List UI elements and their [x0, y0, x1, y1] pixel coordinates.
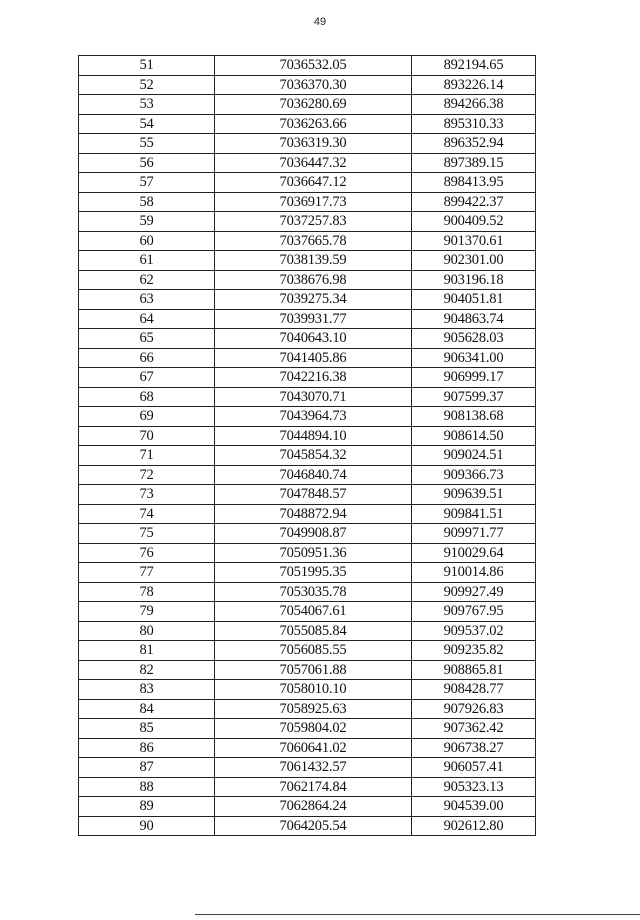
x-coordinate-cell: 7042216.38 — [215, 368, 412, 388]
y-coordinate-cell: 910029.64 — [412, 543, 536, 563]
x-coordinate-cell: 7036263.66 — [215, 114, 412, 134]
point-number-cell: 87 — [79, 758, 215, 778]
x-coordinate-cell: 7055085.84 — [215, 621, 412, 641]
point-number-cell: 88 — [79, 777, 215, 797]
y-coordinate-cell: 904539.00 — [412, 797, 536, 817]
table-row — [79, 699, 536, 719]
y-coordinate-cell: 906057.41 — [412, 758, 536, 778]
point-number-cell: 66 — [79, 348, 215, 368]
table-row — [79, 114, 536, 134]
page-number: 49 — [313, 16, 327, 28]
y-coordinate-cell: 909639.51 — [412, 485, 536, 505]
point-number-cell: 67 — [79, 368, 215, 388]
y-coordinate-cell: 896352.94 — [412, 134, 536, 154]
point-number-cell: 71 — [79, 446, 215, 466]
y-coordinate-cell: 909024.51 — [412, 446, 536, 466]
table-row — [79, 504, 536, 524]
y-coordinate-cell: 906341.00 — [412, 348, 536, 368]
table-row — [79, 582, 536, 602]
x-coordinate-cell: 7058925.63 — [215, 699, 412, 719]
x-coordinate-cell: 7062174.84 — [215, 777, 412, 797]
y-coordinate-cell: 907926.83 — [412, 699, 536, 719]
point-number-cell: 68 — [79, 387, 215, 407]
x-coordinate-cell: 7036280.69 — [215, 95, 412, 115]
x-coordinate-cell: 7060641.02 — [215, 738, 412, 758]
table-row — [79, 446, 536, 466]
table-row — [79, 251, 536, 271]
table-row — [79, 719, 536, 739]
point-number-cell: 89 — [79, 797, 215, 817]
point-number-cell: 53 — [79, 95, 215, 115]
table-row — [79, 407, 536, 427]
y-coordinate-cell: 909971.77 — [412, 524, 536, 544]
point-number-cell: 60 — [79, 231, 215, 251]
table-row — [79, 212, 536, 232]
x-coordinate-cell: 7036447.32 — [215, 153, 412, 173]
point-number-cell: 74 — [79, 504, 215, 524]
point-number-cell: 85 — [79, 719, 215, 739]
x-coordinate-cell: 7047848.57 — [215, 485, 412, 505]
point-number-cell: 75 — [79, 524, 215, 544]
table-row — [79, 816, 536, 836]
point-number-cell: 57 — [79, 173, 215, 193]
x-coordinate-cell: 7048872.94 — [215, 504, 412, 524]
footer-rule — [195, 914, 640, 915]
table-row — [79, 153, 536, 173]
y-coordinate-cell: 909767.95 — [412, 602, 536, 622]
x-coordinate-cell: 7054067.61 — [215, 602, 412, 622]
y-coordinate-cell: 908138.68 — [412, 407, 536, 427]
table-row — [79, 758, 536, 778]
x-coordinate-cell: 7059804.02 — [215, 719, 412, 739]
x-coordinate-cell: 7036532.05 — [215, 56, 412, 76]
x-coordinate-cell: 7056085.55 — [215, 641, 412, 661]
table-row — [79, 173, 536, 193]
y-coordinate-cell: 906999.17 — [412, 368, 536, 388]
table-row — [79, 680, 536, 700]
y-coordinate-cell: 903196.18 — [412, 270, 536, 290]
x-coordinate-cell: 7045854.32 — [215, 446, 412, 466]
point-number-cell: 64 — [79, 309, 215, 329]
point-number-cell: 54 — [79, 114, 215, 134]
y-coordinate-cell: 904863.74 — [412, 309, 536, 329]
table-row — [79, 485, 536, 505]
table-row — [79, 621, 536, 641]
table-row — [79, 524, 536, 544]
y-coordinate-cell: 900409.52 — [412, 212, 536, 232]
table-row — [79, 563, 536, 583]
table-row — [79, 465, 536, 485]
point-number-cell: 52 — [79, 75, 215, 95]
x-coordinate-cell: 7051995.35 — [215, 563, 412, 583]
point-number-cell: 59 — [79, 212, 215, 232]
y-coordinate-cell: 907362.42 — [412, 719, 536, 739]
table-row — [79, 797, 536, 817]
x-coordinate-cell: 7062864.24 — [215, 797, 412, 817]
y-coordinate-cell: 909537.02 — [412, 621, 536, 641]
x-coordinate-cell: 7053035.78 — [215, 582, 412, 602]
x-coordinate-cell: 7046840.74 — [215, 465, 412, 485]
y-coordinate-cell: 907599.37 — [412, 387, 536, 407]
table-row — [79, 75, 536, 95]
point-number-cell: 70 — [79, 426, 215, 446]
y-coordinate-cell: 898413.95 — [412, 173, 536, 193]
y-coordinate-cell: 893226.14 — [412, 75, 536, 95]
point-number-cell: 82 — [79, 660, 215, 680]
x-coordinate-cell: 7058010.10 — [215, 680, 412, 700]
point-number-cell: 56 — [79, 153, 215, 173]
x-coordinate-cell: 7038676.98 — [215, 270, 412, 290]
y-coordinate-cell: 909235.82 — [412, 641, 536, 661]
y-coordinate-cell: 899422.37 — [412, 192, 536, 212]
point-number-cell: 80 — [79, 621, 215, 641]
x-coordinate-cell: 7039275.34 — [215, 290, 412, 310]
point-number-cell: 63 — [79, 290, 215, 310]
table-row — [79, 660, 536, 680]
point-number-cell: 79 — [79, 602, 215, 622]
x-coordinate-cell: 7036370.30 — [215, 75, 412, 95]
table-row — [79, 134, 536, 154]
table-body — [79, 56, 536, 836]
x-coordinate-cell: 7044894.10 — [215, 426, 412, 446]
y-coordinate-cell: 905323.13 — [412, 777, 536, 797]
x-coordinate-cell: 7038139.59 — [215, 251, 412, 271]
y-coordinate-cell: 902301.00 — [412, 251, 536, 271]
x-coordinate-cell: 7064205.54 — [215, 816, 412, 836]
x-coordinate-cell: 7050951.36 — [215, 543, 412, 563]
y-coordinate-cell: 909841.51 — [412, 504, 536, 524]
table-row — [79, 602, 536, 622]
x-coordinate-cell: 7036647.12 — [215, 173, 412, 193]
point-number-cell: 51 — [79, 56, 215, 76]
coordinates-table — [78, 55, 536, 836]
point-number-cell: 76 — [79, 543, 215, 563]
y-coordinate-cell: 901370.61 — [412, 231, 536, 251]
y-coordinate-cell: 904051.81 — [412, 290, 536, 310]
x-coordinate-cell: 7057061.88 — [215, 660, 412, 680]
x-coordinate-cell: 7049908.87 — [215, 524, 412, 544]
x-coordinate-cell: 7061432.57 — [215, 758, 412, 778]
x-coordinate-cell: 7041405.86 — [215, 348, 412, 368]
table-row — [79, 348, 536, 368]
point-number-cell: 81 — [79, 641, 215, 661]
point-number-cell: 58 — [79, 192, 215, 212]
x-coordinate-cell: 7036319.30 — [215, 134, 412, 154]
point-number-cell: 84 — [79, 699, 215, 719]
table-row — [79, 387, 536, 407]
y-coordinate-cell: 906738.27 — [412, 738, 536, 758]
y-coordinate-cell: 908614.50 — [412, 426, 536, 446]
point-number-cell: 69 — [79, 407, 215, 427]
table-row — [79, 95, 536, 115]
y-coordinate-cell: 897389.15 — [412, 153, 536, 173]
y-coordinate-cell: 894266.38 — [412, 95, 536, 115]
table-row — [79, 543, 536, 563]
table-row — [79, 777, 536, 797]
y-coordinate-cell: 909366.73 — [412, 465, 536, 485]
y-coordinate-cell: 908865.81 — [412, 660, 536, 680]
point-number-cell: 73 — [79, 485, 215, 505]
x-coordinate-cell: 7037665.78 — [215, 231, 412, 251]
y-coordinate-cell: 909927.49 — [412, 582, 536, 602]
x-coordinate-cell: 7043964.73 — [215, 407, 412, 427]
point-number-cell: 55 — [79, 134, 215, 154]
y-coordinate-cell: 908428.77 — [412, 680, 536, 700]
table-row — [79, 309, 536, 329]
x-coordinate-cell: 7037257.83 — [215, 212, 412, 232]
x-coordinate-cell: 7043070.71 — [215, 387, 412, 407]
y-coordinate-cell: 910014.86 — [412, 563, 536, 583]
x-coordinate-cell: 7036917.73 — [215, 192, 412, 212]
x-coordinate-cell: 7040643.10 — [215, 329, 412, 349]
table-row — [79, 329, 536, 349]
table-row — [79, 270, 536, 290]
x-coordinate-cell: 7039931.77 — [215, 309, 412, 329]
table-row — [79, 738, 536, 758]
point-number-cell: 72 — [79, 465, 215, 485]
point-number-cell: 86 — [79, 738, 215, 758]
table-row — [79, 290, 536, 310]
table-row — [79, 368, 536, 388]
y-coordinate-cell: 895310.33 — [412, 114, 536, 134]
y-coordinate-cell: 905628.03 — [412, 329, 536, 349]
point-number-cell: 65 — [79, 329, 215, 349]
table-row — [79, 56, 536, 76]
point-number-cell: 90 — [79, 816, 215, 836]
point-number-cell: 83 — [79, 680, 215, 700]
table-row — [79, 426, 536, 446]
point-number-cell: 61 — [79, 251, 215, 271]
y-coordinate-cell: 902612.80 — [412, 816, 536, 836]
point-number-cell: 78 — [79, 582, 215, 602]
table-row — [79, 192, 536, 212]
point-number-cell: 62 — [79, 270, 215, 290]
point-number-cell: 77 — [79, 563, 215, 583]
table-row — [79, 231, 536, 251]
y-coordinate-cell: 892194.65 — [412, 56, 536, 76]
table-row — [79, 641, 536, 661]
